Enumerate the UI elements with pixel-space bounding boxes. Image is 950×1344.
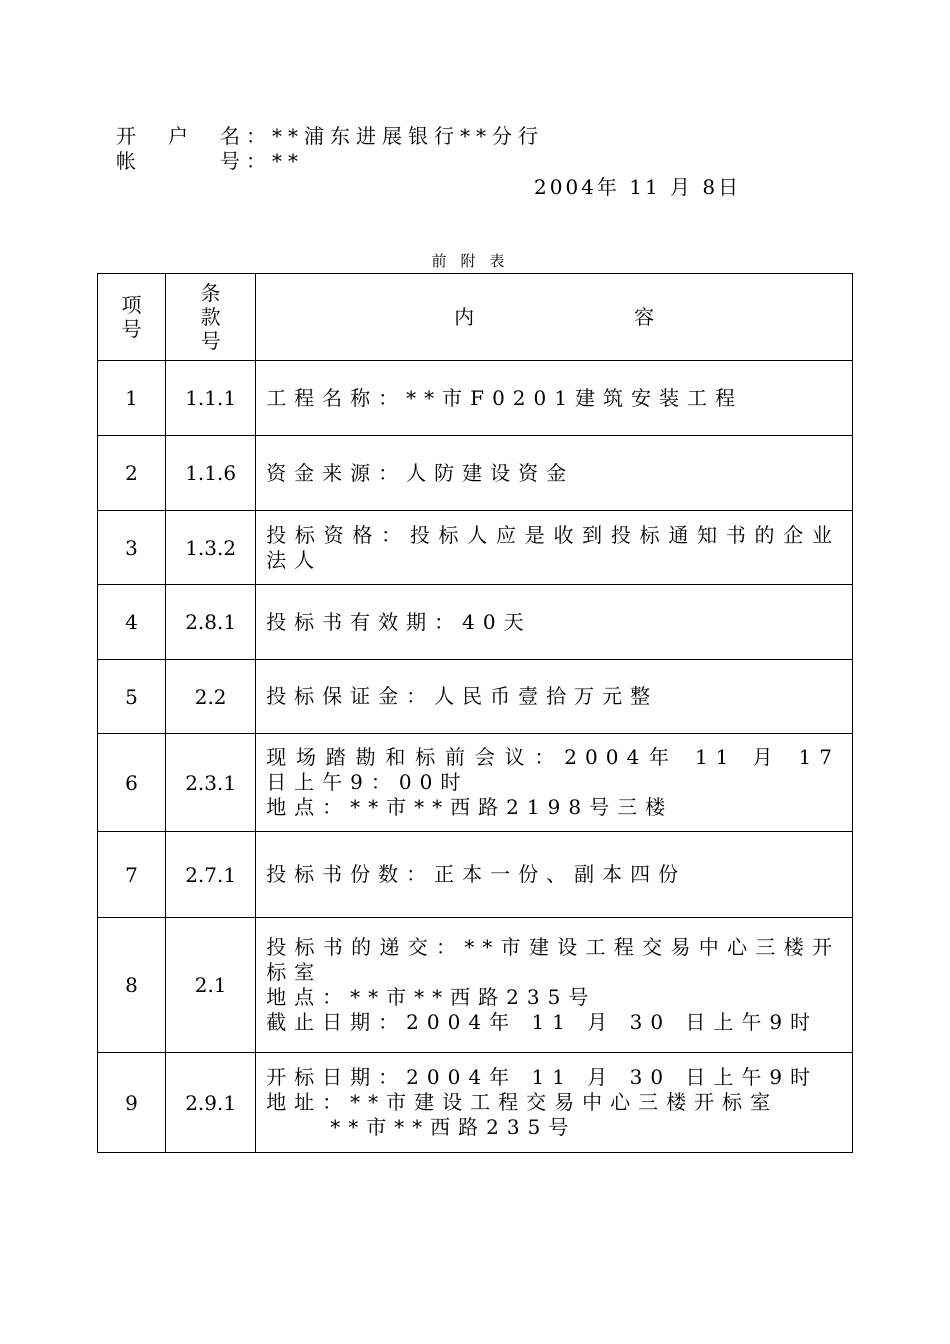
table-header-row: [98, 274, 853, 361]
item-number-cell: 9: [98, 1053, 166, 1153]
content-cell: [256, 361, 853, 436]
clause-number-cell: 1.3.2: [166, 511, 256, 585]
table-row: [98, 1053, 853, 1153]
content-cell: [256, 511, 853, 585]
clause-number-cell: 1.1.6: [166, 436, 256, 511]
content-line: 投标书份数：正本一份、副本四份: [266, 862, 687, 886]
table-row: [98, 832, 853, 918]
item-number-cell: 2: [98, 436, 166, 511]
content-line: 现场踏勘和标前会议：2004年 11 月 17 日上午9：00时: [266, 745, 840, 794]
content-cell: [256, 734, 853, 832]
item-number-cell: 3: [98, 511, 166, 585]
content-line: 地址：**市建设工程交易中心三楼开标室: [266, 1090, 779, 1114]
content-cell: [256, 832, 853, 918]
account-number-line: 帐 号：**: [116, 149, 304, 173]
table-row: [98, 734, 853, 832]
content-line: 工程名称：**市F0201建筑安装工程: [266, 385, 743, 410]
account-name-line: 开 户 名：**浦东进展银行**分行: [116, 124, 544, 148]
item-number-cell: 1: [98, 361, 166, 436]
item-number-cell: 7: [98, 832, 166, 918]
content-line: **市**西路235号: [330, 1115, 577, 1139]
content-line: 开标日期：2004年 11 月 30 日上午9时: [266, 1065, 819, 1089]
table-row: [98, 361, 853, 436]
content-cell: [256, 585, 853, 660]
content-cell: [256, 660, 853, 734]
table-row: [98, 436, 853, 511]
content-cell: [256, 436, 853, 511]
table-row: [98, 918, 853, 1053]
header-item-no: [98, 274, 166, 361]
header-content-label: 内容: [454, 305, 815, 329]
appendix-table: [97, 273, 853, 1153]
content-line: 投标书有效期：40天: [266, 609, 532, 634]
clause-number-cell: 2.8.1: [166, 585, 256, 660]
header-item-no-char: 号: [121, 317, 142, 341]
clause-number-cell: 2.3.1: [166, 734, 256, 832]
table-caption: 前附表: [431, 252, 519, 270]
header-content: [256, 274, 853, 361]
header-clause-no-char: 条: [200, 281, 221, 305]
header-item-no-char: 项: [121, 293, 142, 317]
clause-number-cell: 2.1: [166, 918, 256, 1053]
content-line: 投标书的递交：**市建设工程交易中心三楼开标室: [266, 935, 840, 984]
item-number-cell: 8: [98, 918, 166, 1053]
document-date: 2004年 11 月 8日: [534, 175, 742, 199]
item-number-cell: 6: [98, 734, 166, 832]
clause-number-cell: 2.2: [166, 660, 256, 734]
content-line: 截止日期：2004年 11 月 30 日上午9时: [266, 1010, 819, 1034]
clause-number-cell: 2.7.1: [166, 832, 256, 918]
clause-number-cell: 1.1.1: [166, 361, 256, 436]
table-row: [98, 511, 853, 585]
clause-number-cell: 2.9.1: [166, 1053, 256, 1153]
table-row: [98, 585, 853, 660]
content-cell: [256, 918, 853, 1053]
table-row: [98, 660, 853, 734]
header-clause-no-char: 款: [200, 305, 221, 329]
content-line: 地点：**市**西路235号: [266, 985, 597, 1009]
item-number-cell: 5: [98, 660, 166, 734]
content-line: 地点：**市**西路2198号三楼: [266, 795, 674, 819]
header-clause-no-char: 号: [200, 329, 221, 353]
content-line: 投标资格：投标人应是收到投标通知书的企业法人: [266, 522, 840, 572]
header-clause-no: [166, 274, 256, 361]
content-line: 投标保证金：人民币壹拾万元整: [266, 684, 659, 708]
content-cell: [256, 1053, 853, 1153]
content-line: 资金来源：人防建设资金: [266, 460, 575, 485]
item-number-cell: 4: [98, 585, 166, 660]
